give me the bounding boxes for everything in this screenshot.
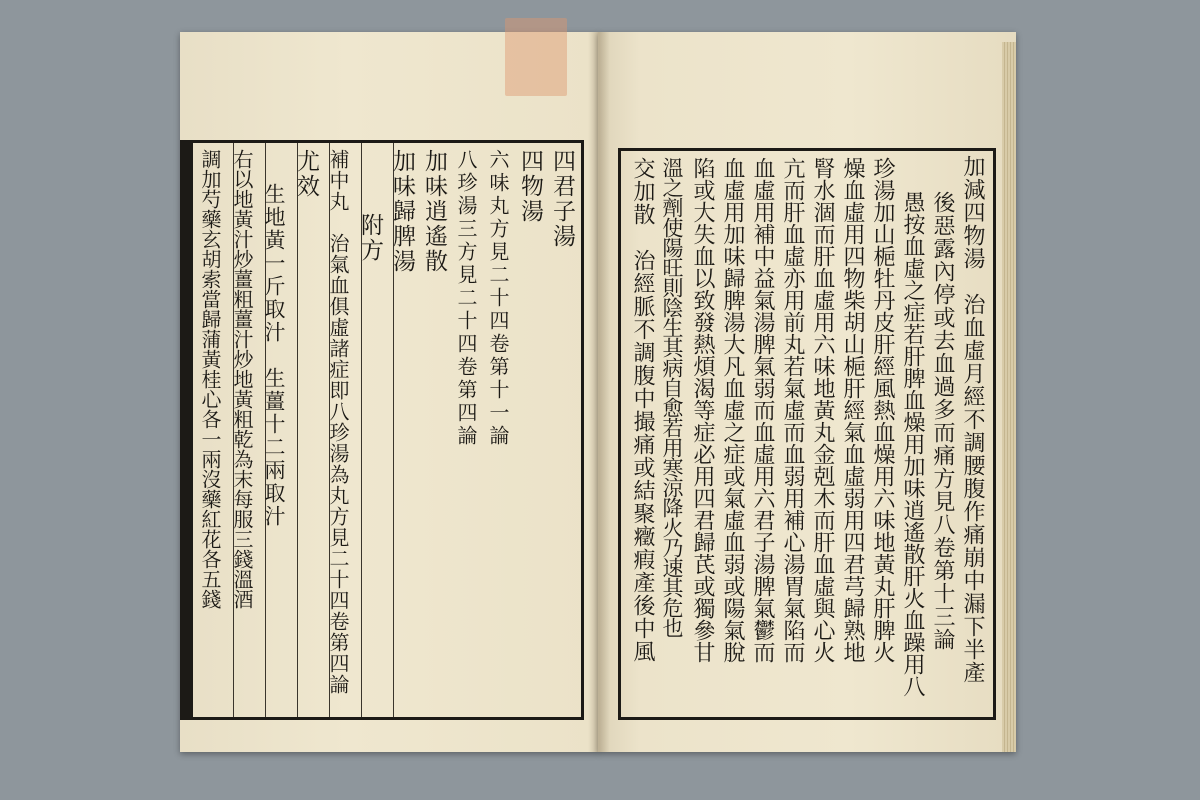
text-column: 後惡露內停或去血過多而痛方見八卷第十三論 (930, 191, 955, 651)
text-column: 八珍湯三方見二十四卷第四論 (454, 149, 478, 448)
spine-gutter (588, 32, 610, 752)
text-column: 血虛用補中益氣湯脾氣弱而血虛用六君子湯脾氣鬱而 (750, 157, 775, 663)
text-column: 交加散 治經脈不調腹中撮痛或結聚癥瘕產後中風 (630, 157, 655, 663)
library-seal (505, 18, 567, 96)
text-column: 四君子湯 (549, 149, 575, 249)
text-column: 珍湯加山梔牡丹皮肝經風熱血燥用六味地黃丸肝脾火 (870, 157, 895, 663)
text-column: 六味丸方見二十四卷第十一論 (486, 149, 510, 448)
text-column: 愚按血虛之症若肝脾血燥用加味逍遙散肝火血躁用八 (900, 191, 925, 697)
text-column: 附方 (357, 213, 383, 263)
text-column: 調加芍藥玄胡索當歸蒲黃桂心各一兩沒藥紅花各五錢 (198, 149, 222, 609)
page-fore-edge (1002, 42, 1016, 752)
text-column: 四物湯 (517, 149, 543, 224)
text-column: 補中丸 治氣血俱虛諸症即八珍湯為丸方見二十四卷第四論 (326, 149, 350, 695)
fold-edge-bar (180, 140, 192, 720)
text-column: 溫之劑使陽旺則陰生其病自愈若用寒涼降火乃速其危也 (660, 157, 684, 637)
open-book (178, 32, 1026, 760)
text-column: 加味逍遙散 (421, 149, 447, 274)
right-text-frame (618, 148, 996, 720)
right-page (598, 32, 1016, 752)
text-column: 亢而肝血虛亦用前丸若氣虛而血弱用補心湯胃氣陷而 (780, 157, 805, 663)
text-column: 加減四物湯 治血虛月經不調腰腹作痛崩中漏下半產 (960, 155, 985, 684)
text-column: 生地黃一斤取汁 生薑十二兩取汁 (262, 183, 286, 528)
text-column: 血虛用加味歸脾湯大凡血虛之症或氣虛血弱或陽氣脫 (720, 157, 745, 663)
text-column: 燥血虛用四物柴胡山梔肝經氣血虛弱用四君芎歸熟地 (840, 157, 865, 663)
left-page (180, 32, 599, 752)
text-column: 腎水涸而肝血虛用六味地黃丸金剋木而肝血虛與心火 (810, 157, 835, 663)
text-column: 陷或大失血以致發熱煩渴等症必用四君歸芪或獨參甘 (690, 157, 715, 663)
text-column: 加味歸脾湯 (389, 149, 415, 274)
left-text-frame (190, 140, 584, 720)
text-column: 尤效 (293, 149, 319, 199)
text-column: 右以地黃汁炒薑粗薑汁炒地黃粗乾為末每服三錢溫酒 (230, 149, 254, 609)
